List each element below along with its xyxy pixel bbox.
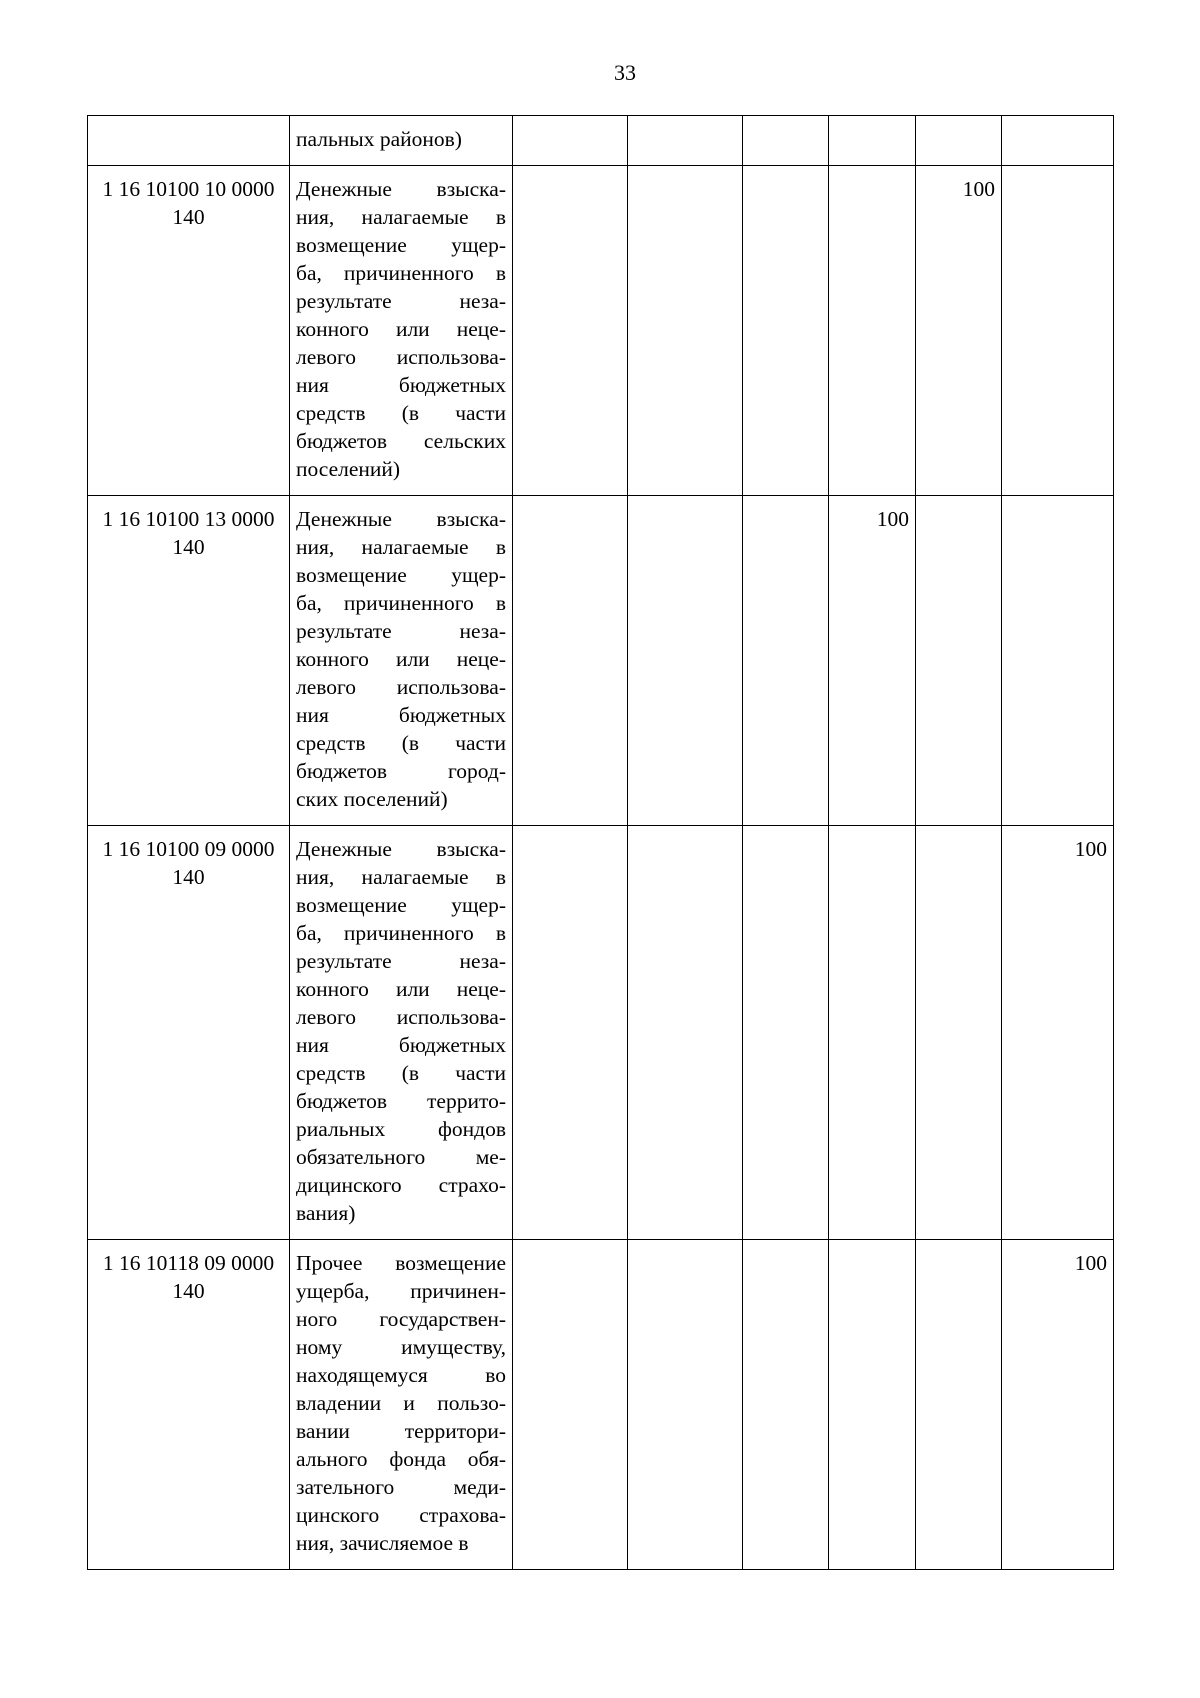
description-line: конного или неце- — [296, 317, 506, 341]
description-line: обязательного ме- — [296, 1145, 506, 1169]
norm-value-cell: 100 — [1002, 1240, 1114, 1570]
table-row — [88, 166, 1114, 496]
description-line: результате неза- — [296, 949, 506, 973]
norm-value-cell: 100 — [916, 166, 1002, 496]
description-line: поселений) — [296, 457, 401, 481]
budget-code-cell: 1 16 10100 10 0000 140 — [88, 166, 290, 496]
description-line: результате неза- — [296, 289, 506, 313]
description-line: Денежные взыска- — [296, 507, 506, 531]
norm-value-cell — [916, 496, 1002, 826]
description-line: ния, налагаемые в — [296, 865, 506, 889]
description-line: ущерба, причинен- — [296, 1279, 506, 1303]
description-line: возмещение ущер- — [296, 563, 506, 587]
description-line: ного государствен- — [296, 1307, 506, 1331]
norm-value-cell — [1002, 166, 1114, 496]
norm-value-cell — [829, 166, 916, 496]
description-line: ния, зачисляемое в — [296, 1531, 469, 1555]
description-line: левого использова- — [296, 1005, 506, 1029]
table-body — [88, 116, 1114, 1570]
description-line: Прочее возмещение — [296, 1251, 506, 1275]
description-cell — [290, 826, 513, 1240]
norm-value-cell — [513, 826, 628, 1240]
norm-value-cell — [513, 496, 628, 826]
description-line: конного или неце- — [296, 977, 506, 1001]
description-line: бюджетов сельских — [296, 429, 506, 453]
description-line: левого использова- — [296, 675, 506, 699]
description-line: зательного меди- — [296, 1475, 506, 1499]
norm-value-cell — [628, 1240, 743, 1570]
budget-revenue-table — [87, 115, 1114, 1570]
norm-value-cell — [1002, 496, 1114, 826]
description-line: бюджетов террито- — [296, 1089, 506, 1113]
norm-value-cell — [513, 166, 628, 496]
description-line: владении и пользо- — [296, 1391, 506, 1415]
description-line: левого использова- — [296, 345, 506, 369]
description-line: пальных районов) — [296, 127, 462, 151]
norm-value-cell — [628, 166, 743, 496]
description-line: ба, причиненного в — [296, 921, 506, 945]
norm-value-cell — [628, 116, 743, 166]
description-cell — [290, 496, 513, 826]
description-line: ному имуществу, — [296, 1335, 506, 1359]
description-line: возмещение ущер- — [296, 893, 506, 917]
description-line: цинского страхова- — [296, 1503, 506, 1527]
table-row — [88, 1240, 1114, 1570]
description-line: конного или неце- — [296, 647, 506, 671]
norm-value-cell — [829, 1240, 916, 1570]
description-line: Денежные взыска- — [296, 837, 506, 861]
table-row — [88, 826, 1114, 1240]
norm-value-cell — [916, 116, 1002, 166]
description-line: ния бюджетных — [296, 1033, 506, 1057]
norm-value-cell: 100 — [1002, 826, 1114, 1240]
norm-value-cell — [743, 826, 829, 1240]
budget-code-cell: 1 16 10100 09 0000 140 — [88, 826, 290, 1240]
description-line: средств (в части — [296, 401, 506, 425]
norm-value-cell — [916, 826, 1002, 1240]
description-line: результате неза- — [296, 619, 506, 643]
description-line: ального фонда обя- — [296, 1447, 506, 1471]
table-row — [88, 116, 1114, 166]
page-number: 33 — [614, 60, 636, 85]
budget-code-cell — [88, 116, 290, 166]
description-line: средств (в части — [296, 1061, 506, 1085]
description-line: ния, налагаемые в — [296, 205, 506, 229]
description-line: бюджетов город- — [296, 759, 506, 783]
norm-value-cell: 100 — [829, 496, 916, 826]
norm-value-cell — [628, 496, 743, 826]
description-line: дицинского страхо- — [296, 1173, 506, 1197]
norm-value-cell — [513, 1240, 628, 1570]
norm-value-cell — [628, 826, 743, 1240]
table-row — [88, 496, 1114, 826]
budget-code-cell: 1 16 10118 09 0000 140 — [88, 1240, 290, 1570]
norm-value-cell — [916, 1240, 1002, 1570]
budget-code-cell: 1 16 10100 13 0000 140 — [88, 496, 290, 826]
description-line: находящемуся во — [296, 1363, 506, 1387]
norm-value-cell — [743, 496, 829, 826]
description-line: ния бюджетных — [296, 703, 506, 727]
description-line: вания) — [296, 1201, 356, 1225]
description-line: риальных фондов — [296, 1117, 506, 1141]
description-line: вании территори- — [296, 1419, 506, 1443]
norm-value-cell — [743, 116, 829, 166]
norm-value-cell — [829, 826, 916, 1240]
description-line: ния, налагаемые в — [296, 535, 506, 559]
description-cell — [290, 166, 513, 496]
description-line: Денежные взыска- — [296, 177, 506, 201]
description-line: ба, причиненного в — [296, 591, 506, 615]
norm-value-cell — [743, 1240, 829, 1570]
description-line: ских поселений) — [296, 787, 448, 811]
norm-value-cell — [829, 116, 916, 166]
description-cell — [290, 116, 513, 166]
description-line: ба, причиненного в — [296, 261, 506, 285]
norm-value-cell — [1002, 116, 1114, 166]
norm-value-cell — [513, 116, 628, 166]
description-line: ния бюджетных — [296, 373, 506, 397]
description-line: возмещение ущер- — [296, 233, 506, 257]
description-line: средств (в части — [296, 731, 506, 755]
norm-value-cell — [743, 166, 829, 496]
description-cell — [290, 1240, 513, 1570]
